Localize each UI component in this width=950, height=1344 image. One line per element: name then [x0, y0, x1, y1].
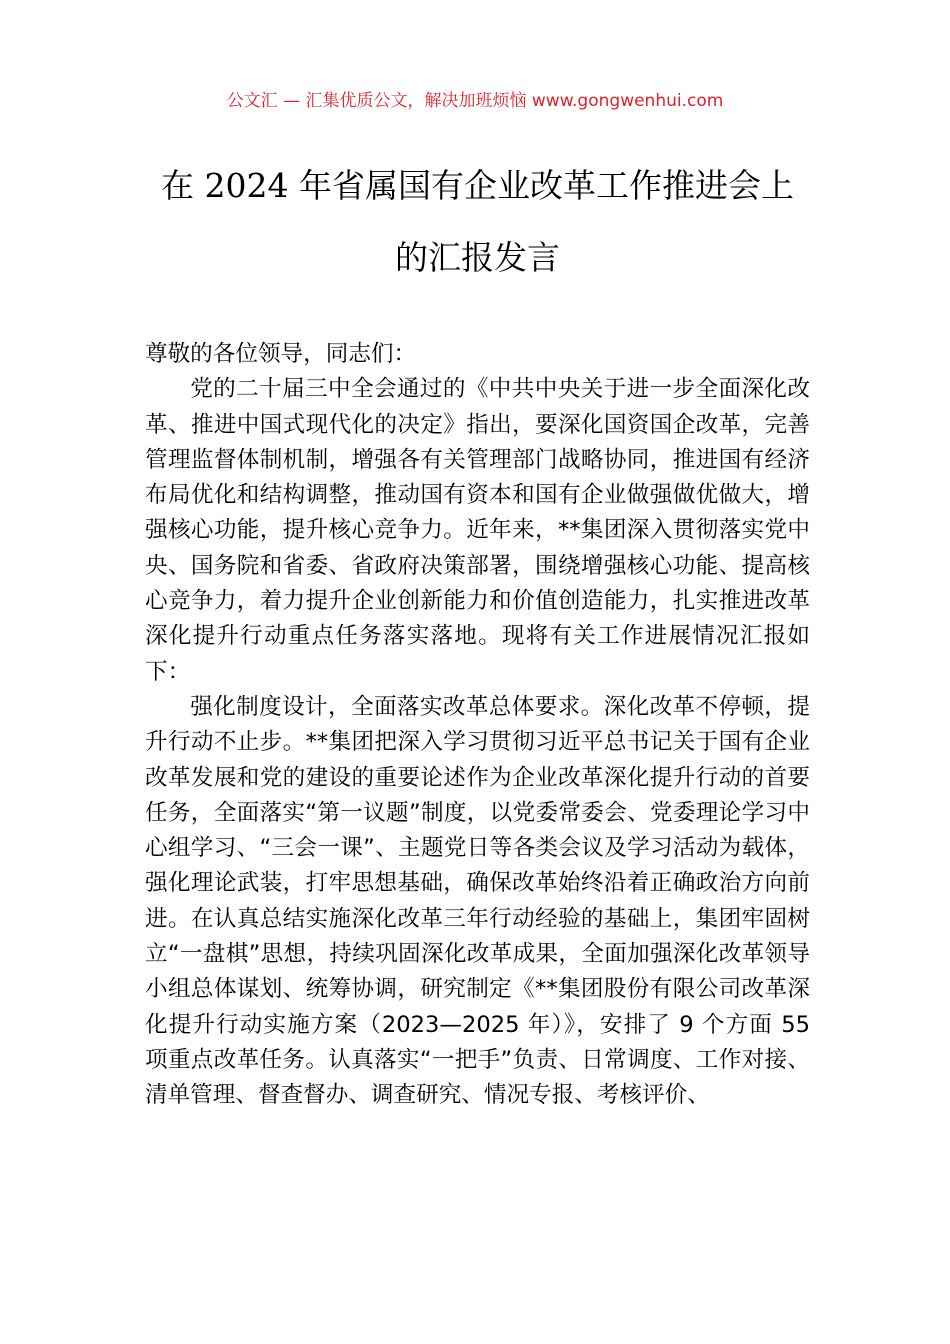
salutation: 尊敬的各位领导，同志们： — [145, 341, 417, 367]
paragraph: 强化制度设计，全面落实改革总体要求。深化改革不停顿，提升行动不止步。**集团把深入学习贯彻习近平总书记关于国有企业改革发展和党的建设的重要论述作为企业改革深化提升行动的首要任务，全面落实“第一议题”制度，以党委常委会、党委理论学习中心组学习、“三会一课”、主题党日等各类会议及学习活动为载体，强化理论武装，打牢思想基础，确保改革始终沿着正确政治方向前进。在认真总结实施深化改革三年行动经验的基础上，集团牢固树立“一盘棋”思想，持续巩固深化改革成果，全面加强深化改革领导小组总体谋划、统筹协调，研究制定《**集团股份有限公司改革深化提升行动实施方案（2023—2025 年）》，安排了 9 个方面 55 项重点改革任务。认真落实“一把手”负责、日常调度、工作对接、清单管理、督查督办、调查研究、情况专报、考核评价、 — [145, 693, 810, 1109]
document-body — [145, 337, 810, 1114]
document-title: 在 2024 年省属国有企业改革工作推进会上的汇报发言 — [161, 166, 794, 277]
site-banner: 公文汇 — 汇集优质公文，解决加班烦恼 www.gongwenhui.com — [226, 91, 724, 111]
paragraph: 党的二十届三中全会通过的《中共中央关于进一步全面深化改革、推进中国式现代化的决定》指出，要深化国资国企改革，完善管理监督体制机制，增强各有关管理部门战略协同，推进国有经济布局优化和结构调整，推动国有资本和国有企业做强做优做大，增强核心功能，提升核心竞争力。近年来，**集团深入贯彻落实党中央、国务院和省委、省政府决策部署，围绕增强核心功能、提高核心竞争力，着力提升企业创新能力和价值创造能力，扎实推进改革深化提升行动重点任务落实落地。现将有关工作进展情况汇报如下： — [145, 376, 810, 685]
